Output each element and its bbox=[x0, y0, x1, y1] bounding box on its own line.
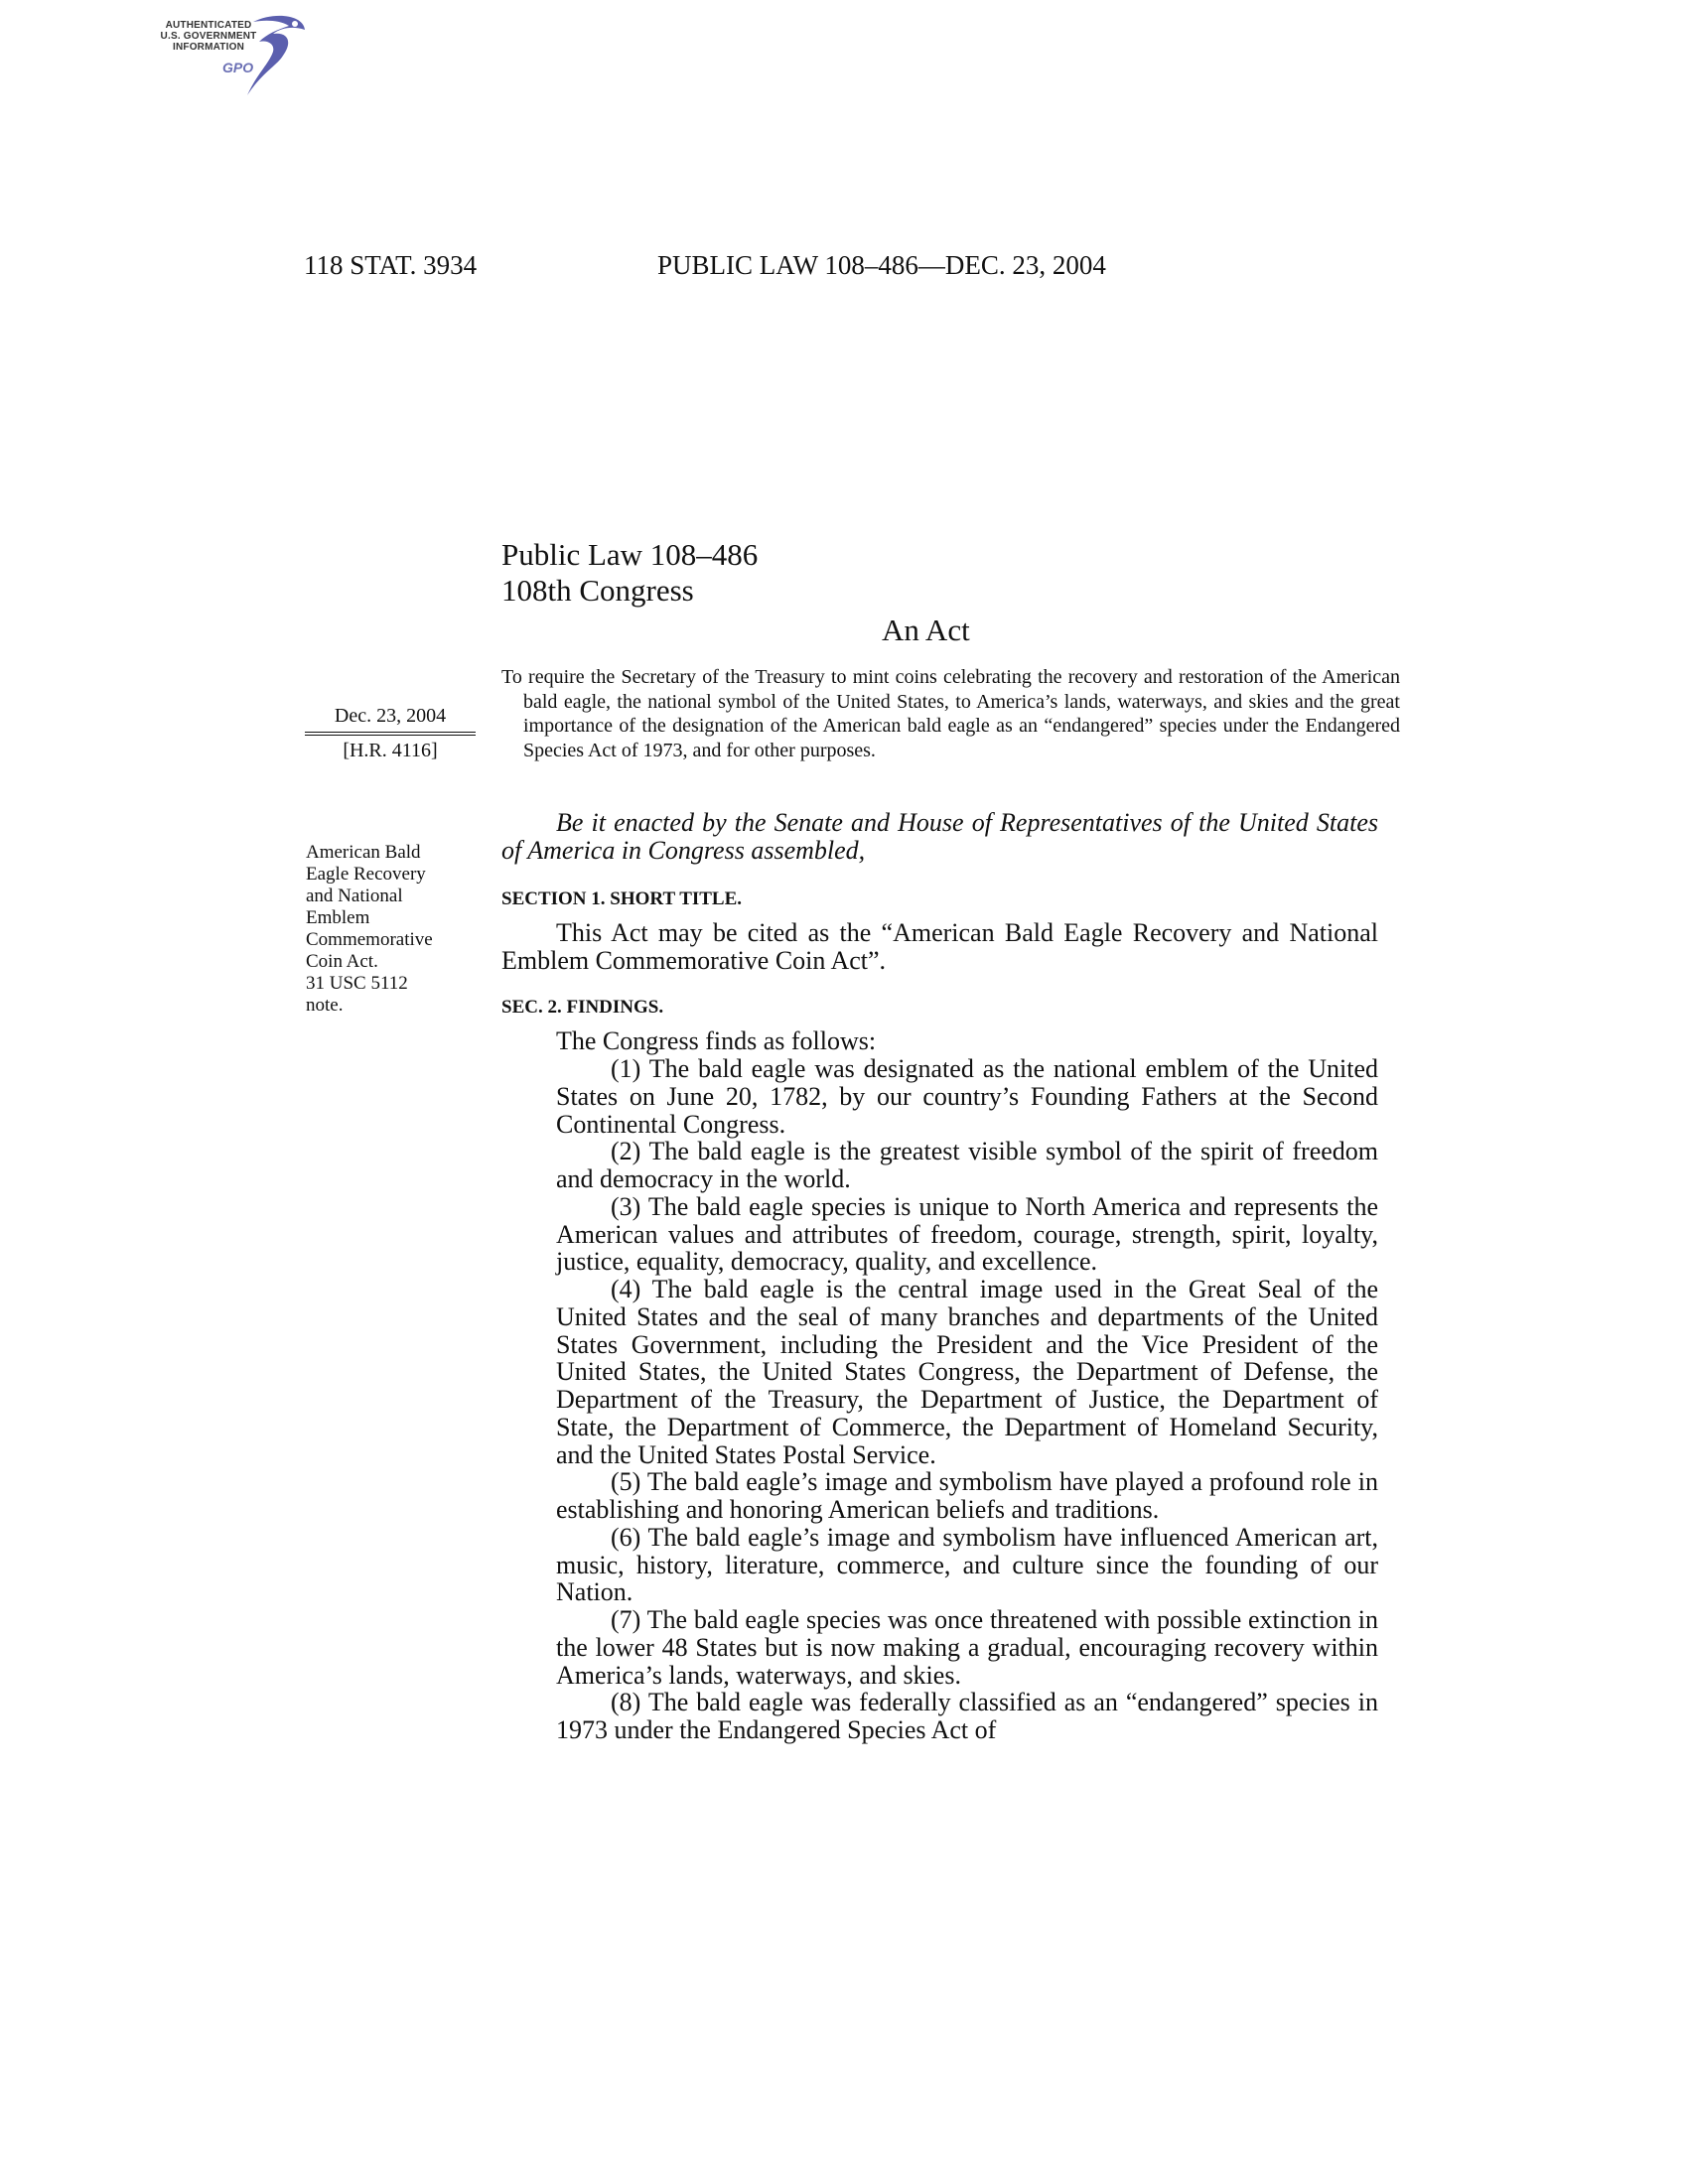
margin-note-line: Eagle Recovery bbox=[306, 864, 426, 885]
margin-note-line: American Bald bbox=[306, 842, 421, 863]
gpo-authentication-logo bbox=[139, 12, 328, 101]
enactment-date: Dec. 23, 2004 bbox=[305, 705, 476, 733]
logo-line-3: INFORMATION bbox=[172, 42, 244, 53]
finding-item: (2) The bald eagle is the greatest visible symbol of the spirit of freedom and democracy in the world. bbox=[556, 1137, 1378, 1193]
margin-note-line: 31 USC 5112 bbox=[306, 973, 408, 994]
margin-note-line: Emblem bbox=[306, 907, 370, 928]
finding-item: (1) The bald eagle was designated as the national emblem of the United States on June 20, 1782, by our country’s Founding Fathers at the Second Continental Congress. bbox=[556, 1054, 1378, 1139]
section-2-intro: The Congress finds as follows: bbox=[556, 1026, 877, 1055]
section-1-heading: SECTION 1. SHORT TITLE. bbox=[501, 888, 743, 909]
act-heading: An Act bbox=[882, 613, 970, 647]
act-purpose: To require the Secretary of the Treasury to mint coins celebrating the recovery and restoration of the American bald eagle, the national symbol of the United States, to America’s lands, waterways, and skies and the great importance of the designation of the American bald eagle as an “endangered” species under the Endangered Species Act of 1973, and for other purposes. bbox=[501, 666, 1400, 761]
findings-list bbox=[556, 1055, 1378, 1744]
margin-note-date bbox=[305, 705, 476, 762]
bill-number: [H.R. 4116] bbox=[305, 735, 476, 762]
section-2-heading: SEC. 2. FINDINGS. bbox=[501, 997, 664, 1018]
margin-note-line: Coin Act. bbox=[306, 951, 378, 972]
margin-note-short-title bbox=[306, 842, 490, 1017]
logo-line-1: AUTHENTICATED bbox=[165, 20, 252, 31]
logo-line-2: U.S. GOVERNMENT bbox=[160, 31, 257, 42]
running-head bbox=[304, 250, 1302, 290]
margin-note-line: Commemorative bbox=[306, 929, 433, 950]
finding-item: (4) The bald eagle is the central image used in the Great Seal of the United States and the seal of many branches and departments of the United States Government, including the President and the Vice President of the United States, the United States Congress, the Department of Defense, the Department of the Treasury, the Department of Justice, the Department of State, the Department of Commerce, the Department of Homeland Security, and the United States Postal Service. bbox=[556, 1275, 1378, 1469]
law-title-block bbox=[501, 537, 758, 609]
law-number: Public Law 108–486 bbox=[501, 537, 759, 572]
enacting-clause: Be it enacted by the Senate and House of Representatives of the United States of America in Congress assembled, bbox=[501, 808, 1378, 865]
finding-item: (7) The bald eagle species was once threatened with possible extinction in the lower 48 States but is now making a gradual, encouraging recovery within America’s lands, waterways, and skies. bbox=[556, 1605, 1378, 1690]
finding-item: (5) The bald eagle’s image and symbolism have played a profound role in establishing and honoring American beliefs and traditions. bbox=[556, 1467, 1378, 1524]
finding-item: (8) The bald eagle was federally classified as an “endangered” species in 1973 under the Endangered Species Act of bbox=[556, 1688, 1378, 1744]
public-law-date-header: PUBLIC LAW 108–486—DEC. 23, 2004 bbox=[657, 250, 1106, 280]
margin-note-line: note. bbox=[306, 995, 344, 1016]
section-1-text: This Act may be cited as the “American Bald Eagle Recovery and National Emblem Commemorative Coin Act”. bbox=[501, 918, 1378, 975]
finding-item: (6) The bald eagle’s image and symbolism have influenced American art, music, history, literature, commerce, and culture since the founding of our Nation. bbox=[556, 1522, 1378, 1607]
congress-number: 108th Congress bbox=[501, 573, 694, 608]
logo-gpo: GPO bbox=[222, 60, 254, 75]
margin-note-line: and National bbox=[306, 886, 403, 906]
eagle-icon bbox=[233, 12, 323, 101]
finding-item: (3) The bald eagle species is unique to North America and represents the American values and attributes of freedom, courage, strength, spirit, loyalty, justice, equality, democracy, quality, and excellence. bbox=[556, 1191, 1378, 1277]
statute-page-reference: 118 STAT. 3934 bbox=[304, 250, 478, 280]
